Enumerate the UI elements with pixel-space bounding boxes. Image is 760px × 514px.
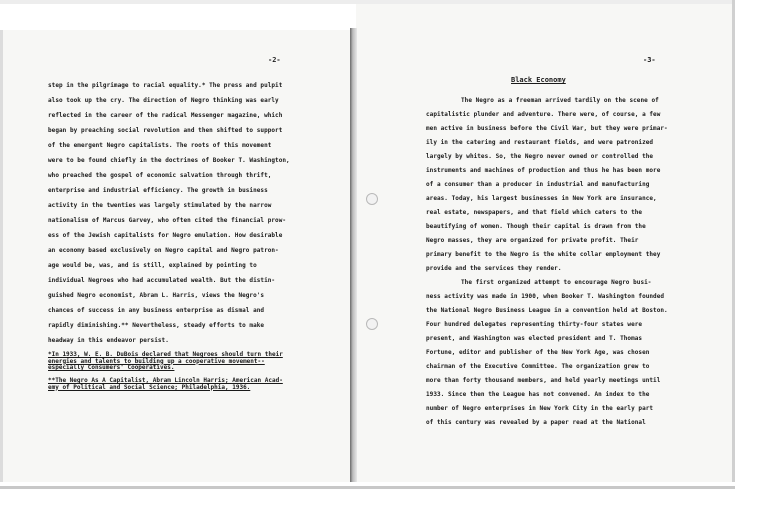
left-line-8: enterprise and industrial efficiency. The growth in business (48, 187, 268, 194)
right-line-23: number of Negro enterprises in New York City in the early part (426, 405, 654, 412)
right-line-19: Fortune, editor and publisher of the New York Age, was chosen (426, 349, 650, 356)
right-line-6: instruments and machines of production and thus he has been more (426, 167, 661, 174)
binder-hole-lower (366, 318, 378, 330)
left-line-16: chances of success in any business enterprise as dismal and (48, 307, 265, 314)
footnote-2: **The Negro As A Capitalist, Abram Lincoln Harris; American Acad- emy of Political and Social Science; Philadelphia, 1936. (48, 377, 283, 391)
right-line-5: largely by whites. So, the Negro never owned or controlled the (426, 153, 654, 160)
left-page-number: -2- (268, 56, 281, 64)
right-line-4: ily in the catering and restaurant fields, and were patronized (426, 139, 654, 146)
left-line-13: age would be, was, and is still, explained by pointing to (48, 262, 257, 269)
binder-hole-upper (366, 193, 378, 205)
left-line-17: rapidly diminishing.** Nevertheless, steady efforts to make (48, 322, 265, 329)
right-line-21: more than forty thousand members, and held yearly meetings until (426, 377, 661, 384)
left-line-18: headway in this endeavor persist. (48, 337, 169, 344)
left-line-1: step in the pilgrimage to racial equality.* The press and pulpit (48, 82, 283, 89)
right-line-20: chairman of the Executive Committee. The organization grew to (426, 363, 650, 370)
right-line-14: The first organized attempt to encourage Negro busi- (461, 279, 652, 286)
right-line-24: of this century was revealed by a paper read at the National (426, 419, 646, 426)
left-line-10: nationalism of Marcus Garvey, who often cited the financial prow- (48, 217, 287, 224)
right-line-1: The Negro as a freeman arrived tardily on the scene of (461, 97, 659, 104)
right-line-7: of a consumer than a producer in industrial and manufacturing (426, 181, 650, 188)
footnote-1: *In 1933, W. E. B. DuBois declared that Negroes should turn their energies and talents to building up a cooperative movement-- especially Consumers' Cooperatives. (48, 351, 283, 371)
right-line-15: ness activity was made in 1900, when Booker T. Washington founded (426, 293, 665, 300)
left-line-6: were to be found chiefly in the doctrines of Booker T. Washington, (48, 157, 290, 164)
left-line-15: guished Negro economist, Abram L. Harris, views the Negro's (48, 292, 265, 299)
left-line-3: reflected in the career of the radical Messenger magazine, which (48, 112, 283, 119)
left-edge-shadow (0, 30, 3, 482)
left-line-2: also took up the cry. The direction of Negro thinking was early (48, 97, 279, 104)
right-line-22: 1933. Since then the League has not convened. An index to the (426, 391, 650, 398)
right-line-18: present, and Washington was elected president and T. Thomas (426, 335, 643, 342)
left-line-14: individual Negroes who had accumulated wealth. But the distin- (48, 277, 276, 284)
right-line-13: provide and the services they render. (426, 265, 562, 272)
left-line-12: an economy based exclusively on Negro capital and Negro patron- (48, 247, 279, 254)
right-line-3: men active in business before the Civil War, but they were primar- (426, 125, 668, 132)
right-line-16: the National Negro Business League in a convention held at Boston. (426, 307, 668, 314)
right-line-11: Negro masses, they are organized for private profit. Their (426, 237, 639, 244)
right-line-12: primary benefit to the Negro is the white collar employment they (426, 251, 661, 258)
bottom-edge (0, 486, 735, 489)
right-edge (732, 0, 735, 490)
right-line-9: real estate, newspapers, and that field which caters to the (426, 209, 643, 216)
left-line-5: of the emergent Negro capitalists. The roots of this movement (48, 142, 272, 149)
left-line-7: who preached the gospel of economic salvation through thrift, (48, 172, 272, 179)
right-line-2: capitalistic plunder and adventure. There were, of course, a few (426, 111, 661, 118)
left-line-11: ess of the Jewish capitalists for Negro emulation. How desirable (48, 232, 283, 239)
left-line-4: began by preaching social revolution and then shifted to support (48, 127, 283, 134)
right-page-number: -3- (643, 56, 656, 64)
book-spine (350, 28, 357, 486)
right-line-10: beautifying of women. Though their capital is drawn from the (426, 223, 646, 230)
right-line-8: areas. Today, his largest businesses in New York are insurance, (426, 195, 657, 202)
right-line-17: Four hundred delegates representing thirty-four states were (426, 321, 643, 328)
section-heading: Black Economy (511, 76, 566, 84)
left-line-9: activity in the twenties was largely stimulated by the narrow (48, 202, 272, 209)
